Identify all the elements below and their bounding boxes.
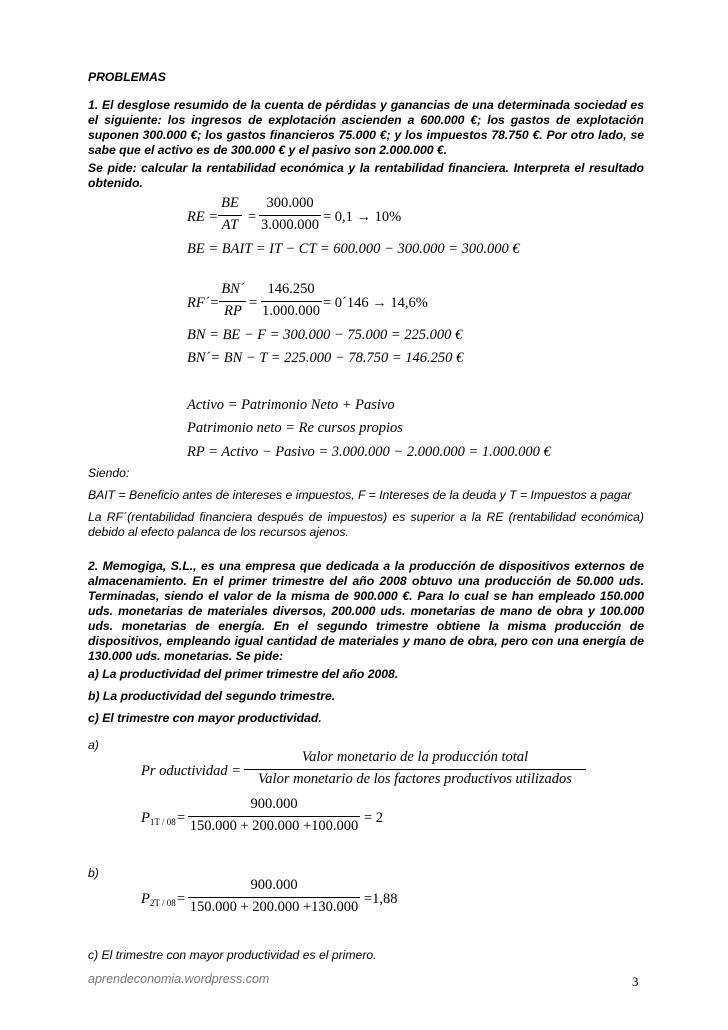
rf-num-value: 146.250 bbox=[267, 281, 315, 297]
equation-patrimonio: Patrimonio neto = Re cursos propios bbox=[187, 420, 403, 436]
p1-fraction-bar bbox=[188, 816, 360, 817]
section-heading: PROBLEMAS bbox=[88, 70, 166, 84]
problem2-statement: 2. Memogiga, S.L., es una empresa que dedicada a la producción de dispositivos externos de almacenamiento. En el primer trimestre del año 2008 obtuvo una producción de 50.000 uds. Terminadas, siendo el valor de la misma de 900.000 €. Para lo cual se han empleado 150.000 uds. monetarias de materiales diversos, 200.000 uds. monetarias de mano de obra y 100.000 uds. monetarias de energía. En el segundo trimestre obtiene la misma producción de dispositivos, empleando igual cantidad de materiales y mano de obra, pero con una energía de 130.000 uds. monetarias. Se pide: bbox=[88, 559, 644, 663]
p2-result: =1,88 bbox=[364, 891, 398, 907]
rf-result: = 0´146 → 14,6% bbox=[323, 295, 428, 311]
p1-result: = 2 bbox=[364, 810, 384, 826]
rf-fraction-bar-2 bbox=[261, 301, 322, 302]
p1-subscript: 1T / 08 bbox=[149, 817, 176, 827]
p2-numerator: 900.000 bbox=[250, 877, 298, 893]
productividad-denominator: Valor monetario de los factores productivos utilizados bbox=[258, 771, 572, 787]
re-result: = 0,1 → 10% bbox=[323, 209, 402, 225]
page-number: 3 bbox=[632, 974, 639, 989]
p1-denominator: 150.000 + 200.000 +100.000 bbox=[189, 818, 359, 834]
re-equals: = bbox=[248, 209, 257, 225]
definitions: BAIT = Beneficio antes de intereses e impuestos, F = Intereses de la deuda y T = Impuestos a pagar bbox=[88, 488, 632, 502]
rf-den-value: 1.000.000 bbox=[262, 303, 320, 319]
problem1-question: Se pide: calcular la rentabilidad económica y la rentabilidad financiera. Interpreta el resultado obtenido. bbox=[88, 161, 644, 190]
problem2-question-b: b) La productividad del segundo trimestre. bbox=[88, 689, 336, 703]
answer-b-label: b) bbox=[88, 866, 99, 880]
rf-lhs: RF´= bbox=[187, 295, 220, 311]
productividad-fraction-bar bbox=[244, 769, 586, 770]
equation-be: BE = BAIT = IT − CT = 600.000 − 300.000 = 300.000 € bbox=[187, 241, 520, 257]
re-lhs: RE = bbox=[187, 209, 219, 225]
p2-denominator: 150.000 + 200.000 +130.000 bbox=[189, 899, 359, 915]
equation-bn: BN = BE − F = 300.000 − 75.000 = 225.000 € bbox=[187, 327, 463, 343]
re-den-value: 3.000.000 bbox=[261, 217, 319, 233]
siendo-label: Siendo: bbox=[88, 466, 130, 480]
equation-rp: RP = Activo − Pasivo = 3.000.000 − 2.000.000 = 1.000.000 € bbox=[187, 444, 551, 460]
problem1-statement: 1. El desglose resumido de la cuenta de pérdidas y ganancias de una determinada sociedad es el siguiente: los ingresos de explotación ascienden a 600.000 €; los gastos de explotación suponen 300.000 €; los gastos financieros 75.000 €; y los impuestos 78.750 €. Por otro lado, se sabe que el activo es de 300.000 € y el pasivo son 2.000.000 €. bbox=[88, 98, 644, 157]
p1-numerator: 900.000 bbox=[250, 796, 298, 812]
re-num-be: BE bbox=[221, 195, 239, 211]
productividad-numerator: Valor monetario de la producción total bbox=[301, 749, 529, 765]
p1-symbol: $P_{1T / 08}$ bbox=[141, 810, 176, 827]
answer-c: c) El trimestre con mayor productividad es el primero. bbox=[88, 948, 377, 962]
p2-fraction-bar bbox=[188, 897, 360, 898]
interpretation: La RF´(rentabilidad financiera después de impuestos) es superior a la RE (rentabilidad económica) debido al efecto palanca de los recursos ajenos. bbox=[88, 510, 644, 539]
problem2-question-a: a) La productividad del primer trimestre del año 2008. bbox=[88, 667, 399, 681]
p2-symbol: $P_{2T / 08}$ bbox=[141, 891, 176, 908]
answer-a-label: a) bbox=[88, 738, 99, 752]
p2-equals: = bbox=[177, 891, 186, 907]
footer-site: aprendeconomia.wordpress.com bbox=[88, 972, 270, 986]
rf-den-rp: RP bbox=[224, 303, 242, 319]
rf-fraction-bar-1 bbox=[219, 301, 246, 302]
re-fraction-bar-1 bbox=[218, 215, 242, 216]
re-num-value: 300.000 bbox=[266, 195, 314, 211]
equation-bn2: BN´= BN − T = 225.000 − 78.750 = 146.250 € bbox=[187, 350, 464, 366]
p1-equals: = bbox=[177, 810, 186, 826]
rf-equals: = bbox=[249, 295, 258, 311]
re-den-at: AT bbox=[221, 217, 239, 233]
problem2-question-c: c) El trimestre con mayor productividad. bbox=[88, 711, 322, 725]
productividad-lhs: Pr oductividad = bbox=[141, 763, 241, 779]
p2-subscript: 2T / 08 bbox=[149, 898, 176, 908]
equation-activo: Activo = Patrimonio Neto + Pasivo bbox=[187, 397, 395, 413]
re-fraction-bar-2 bbox=[259, 215, 321, 216]
rf-num-bn: BN´ bbox=[221, 281, 245, 297]
